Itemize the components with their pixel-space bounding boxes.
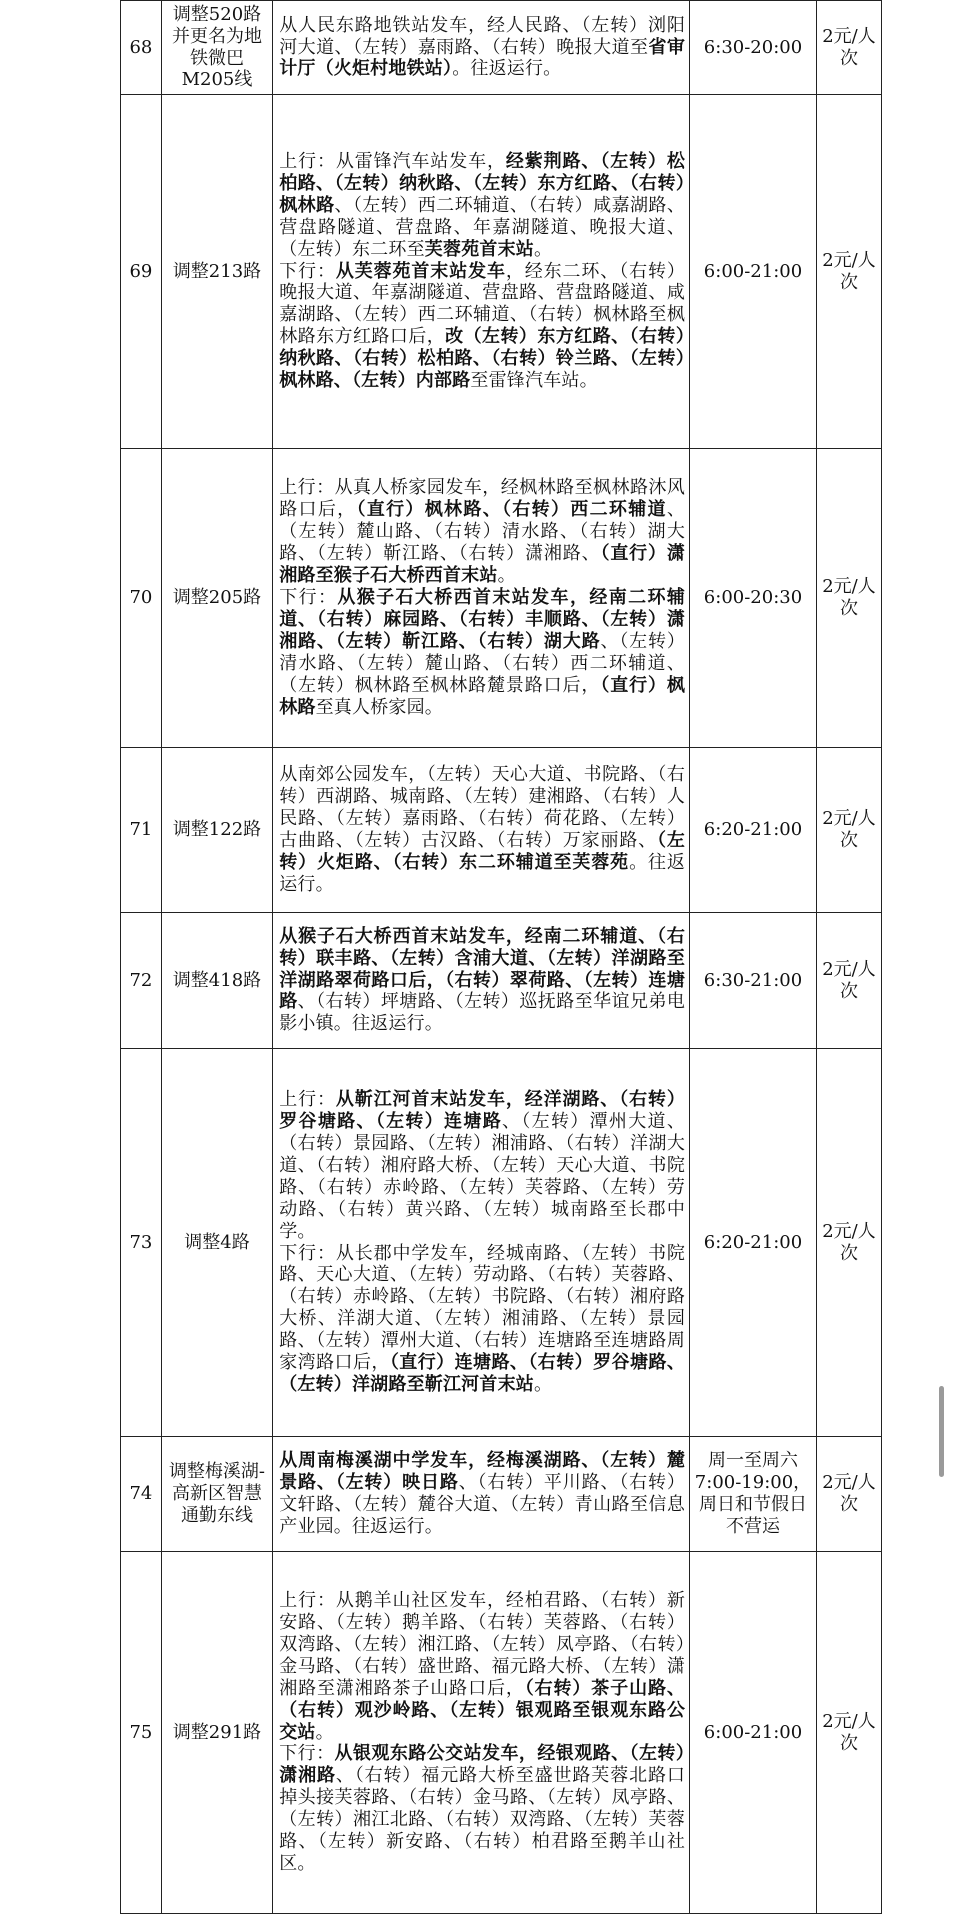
route-paragraph — [279, 477, 685, 587]
route-description — [273, 1552, 690, 1914]
route-paragraph — [279, 926, 685, 1036]
route-text-bold: 从猴子石大桥西首末站发车，经南二环辅道、（右转）联丰路、（左转）含浦大道、（左转）洋湖路至洋湖路翠荷路口后，（右转）翠荷路、（左转）连塘路 — [279, 925, 686, 1013]
route-text-bold: 改（左转）东方红路、（右转）纳秋路、（右转）松柏路、（右转）铃兰路、（左转）枫林路、（左转）内部路 — [279, 326, 686, 392]
fare: 2元/人次 — [816, 748, 881, 913]
route-name: 调整213路 — [161, 95, 272, 449]
route-text: 上行：从雷锋汽车站发车， — [279, 150, 506, 172]
route-text: 、（左转）麓山路、（右转）清水路、（右转）湖大路、（左转）靳江路、（右转）潇湘路、 — [279, 499, 686, 565]
route-text-bold: 从猴子石大桥西首末站发车，经南二环辅道、（右转）麻园路、（右转）丰顺路、（左转）潇湘路、（左转）靳江路、（右转）湖大路 — [279, 587, 686, 652]
route-text-bold: 芙蓉苑首末站 — [424, 238, 534, 260]
route-name: 调整122路 — [161, 748, 272, 913]
table-body — [121, 1, 882, 1914]
route-text: 下行： — [279, 260, 336, 282]
fare: 2元/人次 — [816, 1049, 881, 1437]
route-description — [273, 1437, 690, 1552]
route-text: ，经东二环、（右转）晚报大道、年嘉湖隧道、营盘路、营盘路隧道、咸嘉湖路、（左转）西二环辅道、（右转）枫林路至枫林路东方红路口后， — [279, 260, 686, 348]
route-name: 调整梅溪湖-高新区智慧通勤东线 — [161, 1437, 272, 1552]
route-text: 。 — [315, 1721, 334, 1743]
route-text: 下行：从长郡中学发车，经城南路、（左转）书院路、天心大道、（左转）劳动路、（右转）芙蓉路、（右转）赤岭路、（左转）书院路、（右转）湘府路大桥、洋湖大道、（左转）湘浦路、（左转）景园路、（左转）潭州大道、（右转）连塘路至连塘路周家湾路口后， — [279, 1242, 686, 1374]
route-description — [273, 95, 690, 449]
route-paragraph — [279, 1450, 685, 1538]
operating-hours: 6:20-21:00 — [690, 748, 817, 913]
route-paragraph — [279, 587, 685, 719]
fare: 2元/人次 — [816, 449, 881, 748]
row-number: 68 — [121, 1, 162, 95]
route-text-bold: 从银观东路公交站发车，经银观路、（左转）潇湘路 — [279, 1743, 686, 1787]
route-name: 调整520路并更名为地铁微巴M205线 — [161, 1, 272, 95]
route-text: 。 — [497, 565, 516, 587]
table-row — [121, 1437, 882, 1552]
bus-route-adjustment-table — [120, 0, 882, 1914]
route-description — [273, 1, 690, 95]
table-row — [121, 1552, 882, 1914]
fare: 2元/人次 — [816, 1437, 881, 1552]
route-text-bold: （左转）火炬路、（右转）东二环辅道至芙蓉苑 — [279, 830, 686, 873]
table-row — [121, 449, 882, 748]
route-text-bold: （直行）枫林路 — [279, 674, 686, 718]
row-number: 71 — [121, 748, 162, 913]
route-text: 下行： — [279, 587, 338, 609]
table-row — [121, 1049, 882, 1437]
table-row — [121, 748, 882, 913]
route-paragraph — [279, 1590, 685, 1744]
route-text: 至真人桥家园。 — [315, 696, 443, 718]
operating-hours: 6:30-21:00 — [690, 913, 817, 1049]
route-text: 、（右转）平川路、（右转）文轩路、（左转）麓谷大道、（左转）青山路至信息产业园。往返运行。 — [279, 1472, 686, 1537]
operating-hours: 6:00-20:30 — [690, 449, 817, 748]
route-text-bold: 从芙蓉苑首末站发车 — [335, 260, 506, 282]
route-paragraph — [279, 1743, 685, 1875]
route-text: 上行： — [279, 1088, 336, 1110]
table-row — [121, 1, 882, 95]
fare: 2元/人次 — [816, 1, 881, 95]
route-paragraph — [279, 15, 685, 81]
route-text: 。往返运行。 — [452, 58, 562, 80]
fare: 2元/人次 — [816, 1552, 881, 1914]
route-text-bold: 从靳江河首末站发车，经洋湖路、（右转）罗谷塘路、（左转）连塘路 — [279, 1088, 686, 1132]
route-text-bold: （直行）枫林路、（右转）西二环辅道 — [356, 499, 667, 521]
fare: 2元/人次 — [816, 913, 881, 1049]
route-text: 、（右转）坪塘路、（左转）巡抚路至华谊兄弟电影小镇。往返运行。 — [279, 991, 686, 1035]
route-text: 上行：从鹅羊山社区发车，经柏君路、（右转）新安路、（左转）鹅羊路、（右转）芙蓉路、（右转）双湾路、（左转）湘江路、（左转）凤亭路、（右转）金马路、（右转）盛世路、福元路大桥、（左转）潇湘路至潇湘路茶子山路口后， — [279, 1589, 686, 1699]
operating-hours: 6:20-21:00 — [690, 1049, 817, 1437]
operating-hours: 6:00-21:00 — [690, 1552, 817, 1914]
route-text: 下行： — [279, 1743, 335, 1765]
row-number: 74 — [121, 1437, 162, 1552]
scrollbar-thumb[interactable] — [939, 1386, 944, 1477]
fare: 2元/人次 — [816, 95, 881, 449]
route-text-bold: （直行）潇湘路至猴子石大桥西首末站 — [279, 543, 686, 587]
route-name: 调整4路 — [161, 1049, 272, 1437]
route-text-bold: 从周南梅溪湖中学发车，经梅溪湖路、（左转）麓景路、（左转）映日路 — [279, 1450, 686, 1494]
table-row — [121, 95, 882, 449]
table-row — [121, 913, 882, 1049]
route-text-bold: 经紫荆路、（左转）松柏路、（左转）纳秋路、（左转）东方红路、（右转）枫林路 — [279, 150, 686, 216]
route-name: 调整205路 — [161, 449, 272, 748]
row-number: 70 — [121, 449, 162, 748]
route-text: 。往返运行。 — [279, 851, 686, 895]
row-number: 69 — [121, 95, 162, 449]
route-text-bold: （右转）茶子山路、（右转）观沙岭路、（左转）银观路至银观东路公交站 — [279, 1677, 686, 1743]
route-description — [273, 1049, 690, 1437]
route-text-bold: （直行）连塘路、（右转）罗谷塘路、（左转）洋湖路至靳江河首末站 — [279, 1352, 686, 1396]
route-paragraph — [279, 1089, 685, 1243]
route-text: 、（左转）西二环辅道、（右转）咸嘉湖路、营盘路隧道、营盘路、年嘉湖隧道、晚报大道、（左转）东二环至 — [279, 194, 686, 260]
route-text: 、（左转）清水路、（左转）麓山路、（右转）西二环辅道、（左转）枫林路至枫林路麓景路口后， — [279, 630, 686, 696]
route-name: 调整291路 — [161, 1552, 272, 1914]
route-text: 。 — [534, 1374, 553, 1396]
operating-hours: 6:30-20:00 — [690, 1, 817, 95]
route-paragraph — [279, 261, 685, 393]
route-description — [273, 913, 690, 1049]
operating-hours: 6:00-21:00 — [690, 95, 817, 449]
route-text: 、（右转）福元路大桥至盛世路芙蓉北路口掉头接芙蓉路、（右转）金马路、（左转）凤亭路、（左转）湘江北路、（右转）双湾路、（左转）芙蓉路、（左转）新安路、（右转）柏君路至鹅羊山社区。 — [279, 1765, 686, 1875]
route-paragraph — [279, 1243, 685, 1397]
route-description — [273, 748, 690, 913]
row-number: 72 — [121, 913, 162, 1049]
route-text: 、（左转）潭州大道、（右转）景园路、（左转）湘浦路、（右转）洋湖大道、（右转）湘府路大桥、（左转）天心大道、书院路、（右转）赤岭路、（左转）芙蓉路、（左转）劳动路、（右转）黄兴路、（左转）城南路至长郡中学。 — [279, 1110, 686, 1242]
route-paragraph — [279, 764, 685, 896]
row-number: 75 — [121, 1552, 162, 1914]
route-paragraph — [279, 151, 685, 261]
route-text: 从人民东路地铁站发车，经人民路、（左转）浏阳河大道、（左转）嘉雨路、（右转）晚报大道至 — [279, 14, 686, 58]
route-text: 。 — [534, 238, 553, 260]
route-text: 从南郊公园发车，（左转）天心大道、书院路、（右转）西湖路、城南路、（左转）建湘路、（右转）人民路、（左转）嘉雨路、（右转）荷花路、（左转）古曲路、（左转）古汉路、（右转）万家丽路、 — [279, 764, 686, 851]
row-number: 73 — [121, 1049, 162, 1437]
route-name: 调整418路 — [161, 913, 272, 1049]
operating-hours: 周一至周六7:00-19:00，周日和节假日不营运 — [690, 1437, 817, 1552]
route-text: 上行：从真人桥家园发车，经枫林路至枫林路沐风路口后， — [279, 477, 686, 521]
route-text-bold: 省审计厅（火炬村地铁站） — [279, 36, 686, 80]
route-description — [273, 449, 690, 748]
route-text: 至雷锋汽车站。 — [470, 370, 598, 392]
